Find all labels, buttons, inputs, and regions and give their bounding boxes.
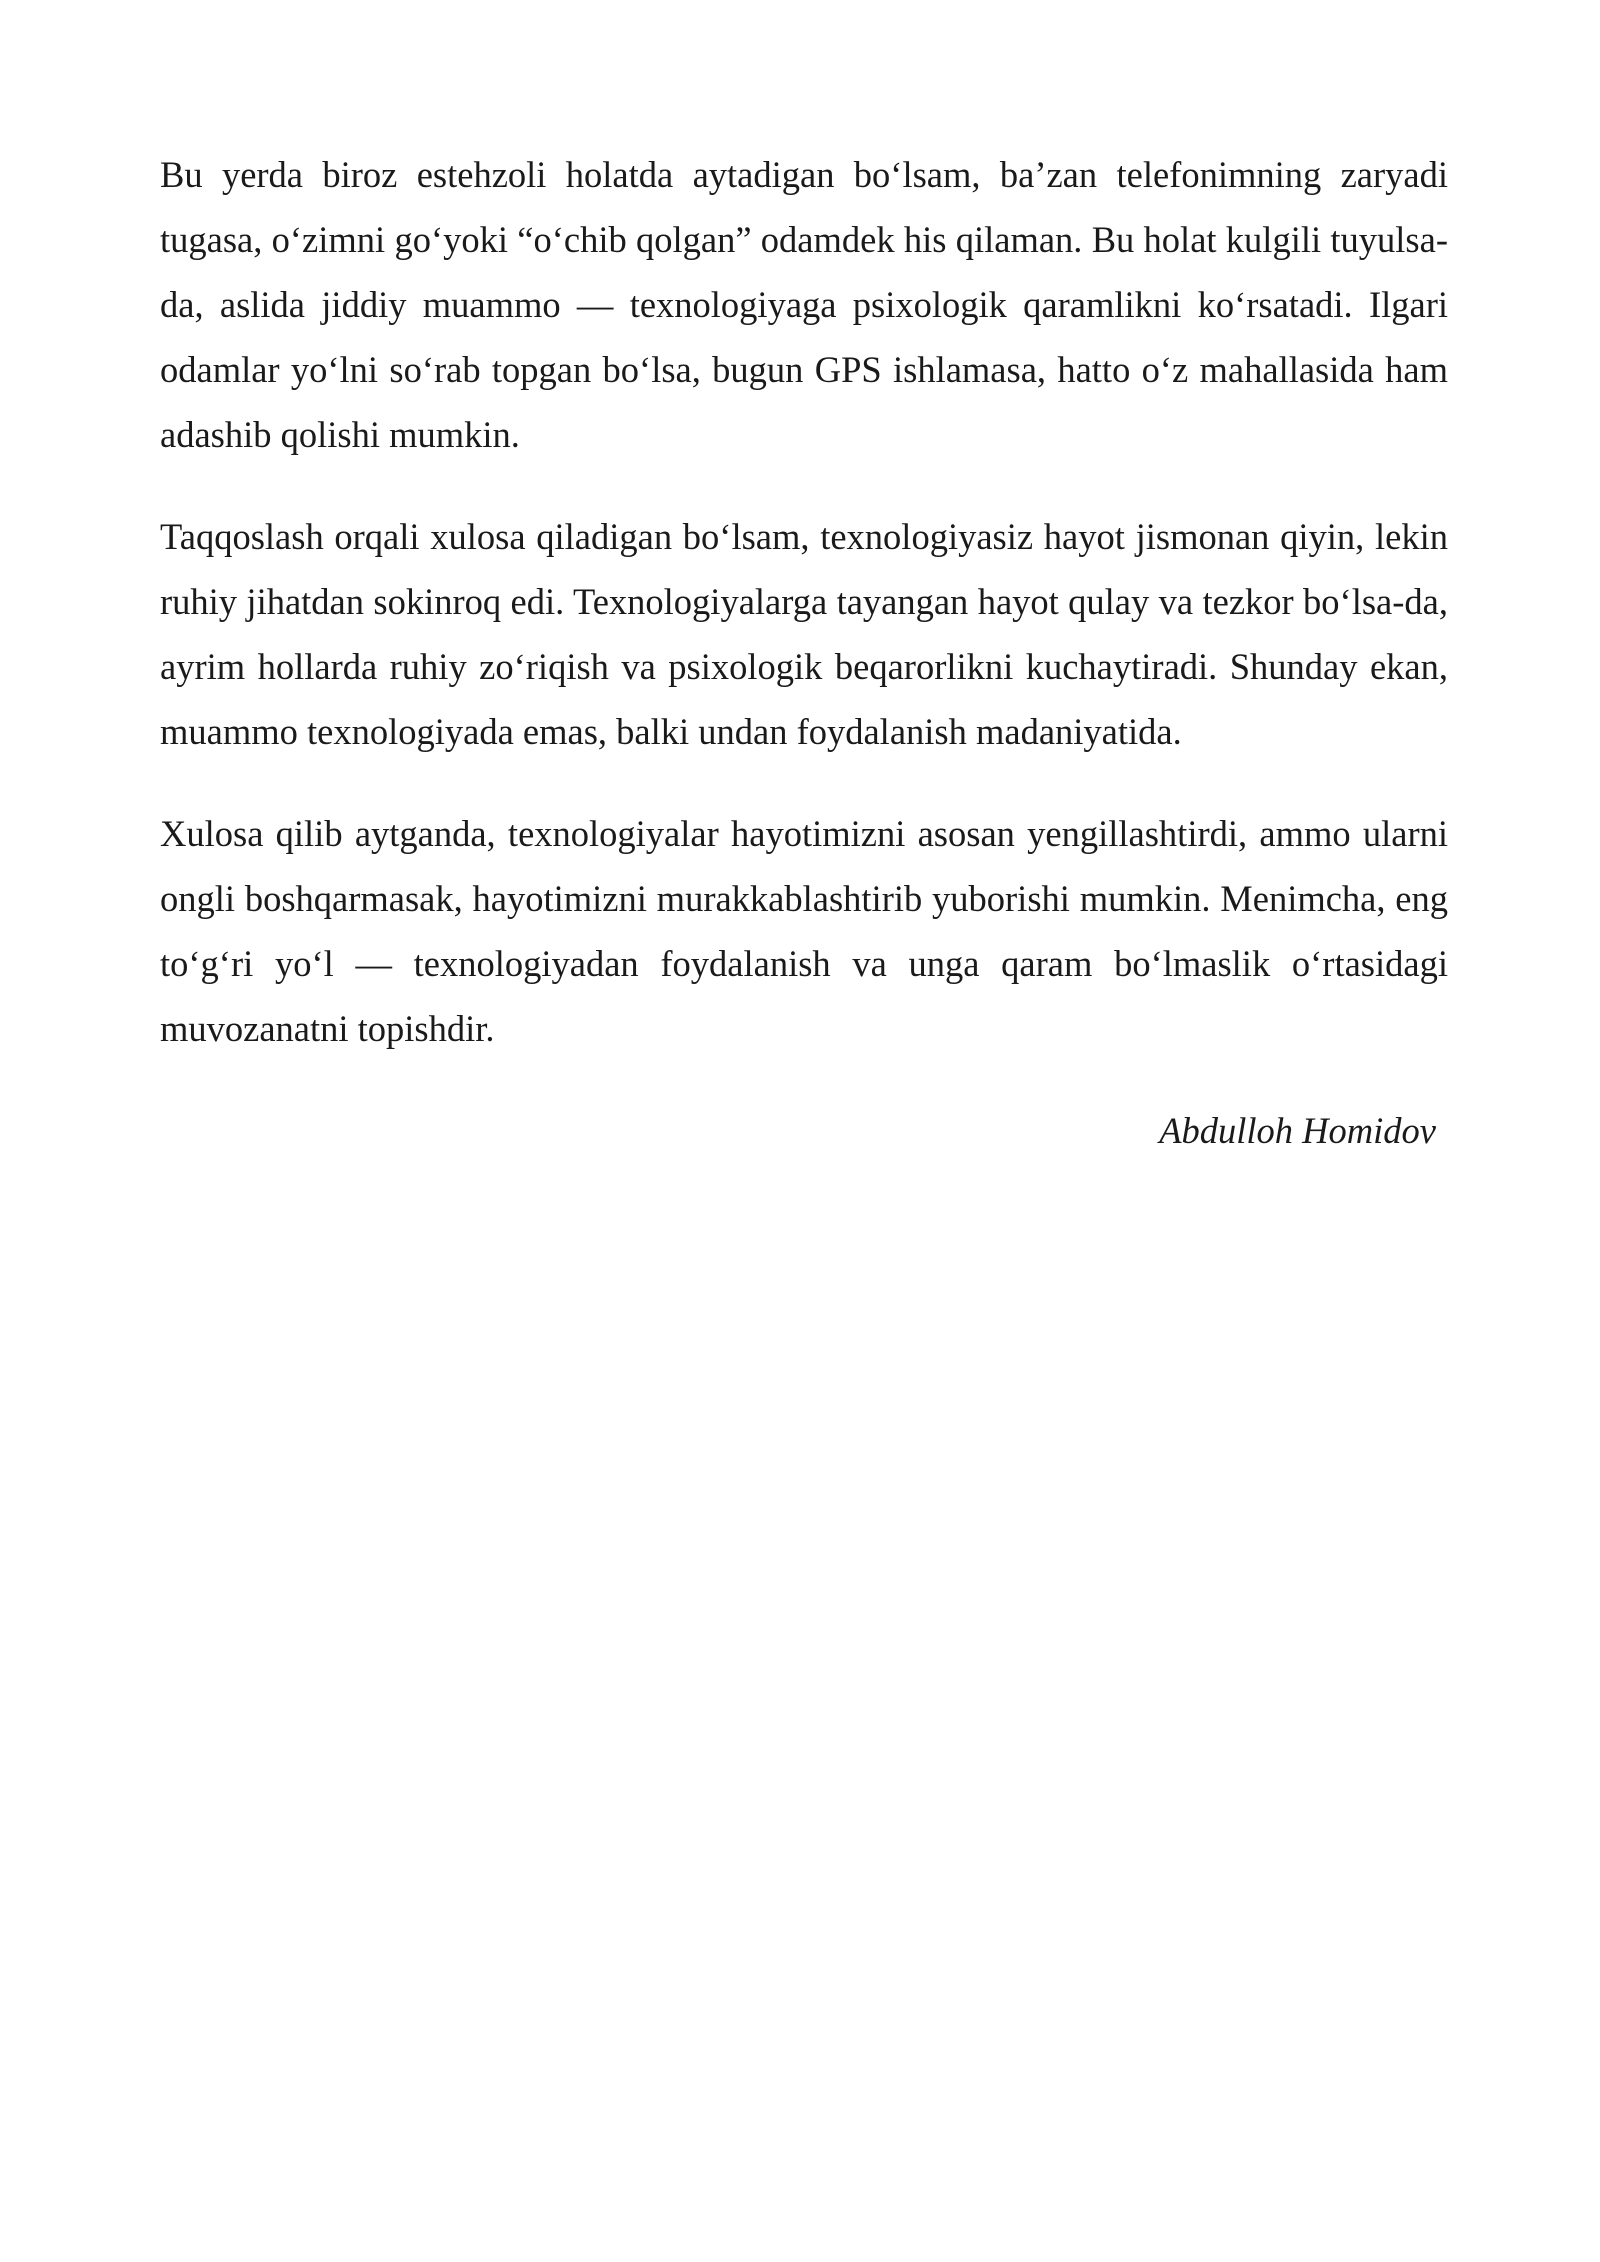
paragraph-1: Bu yerda biroz estehzoli holatda aytadigan bo‘lsam, ba’zan telefonimning zaryadi tugasa, o‘zimni go‘yoki “o‘chib qolgan” odamdek his qilaman. Bu holat kulgili tuyulsa-da, aslida jiddiy muammo — texnologiyaga psixologik qaramlikni ko‘rsatadi. Ilgari odamlar yo‘lni so‘rab topgan bo‘lsa, bugun GPS ishlamasa, hatto o‘z mahallasida ham adashib qolishi mumkin.: [160, 154, 1448, 455]
author-signature: Abdulloh Homidov: [1159, 1110, 1436, 1151]
paragraph-2: Taqqoslash orqali xulosa qiladigan bo‘lsam, texnologiyasiz hayot jismonan qiyin, lekin ruhiy jihatdan sokinroq edi. Texnologiyalarga tayangan hayot qulay va tezkor bo‘lsa-da, ayrim hollarda ruhiy zo‘riqish va psixologik beqarorlikni kuchaytiradi. Shunday ekan, muammo texnologiyada emas, balki undan foydalanish madaniyatida.: [160, 516, 1448, 752]
paragraph-3: Xulosa qilib aytganda, texnologiyalar hayotimizni asosan yengillashtirdi, ammo ularni ongli boshqarmasak, hayotimizni murakkablashtirib yuborishi mumkin. Menimcha, eng to‘g‘ri yo‘l — texnologiyadan foydalanish va unga qaram bo‘lmaslik o‘rtasidagi muvozanatni topishdir.: [160, 813, 1448, 1049]
document-body: [160, 142, 1448, 1163]
